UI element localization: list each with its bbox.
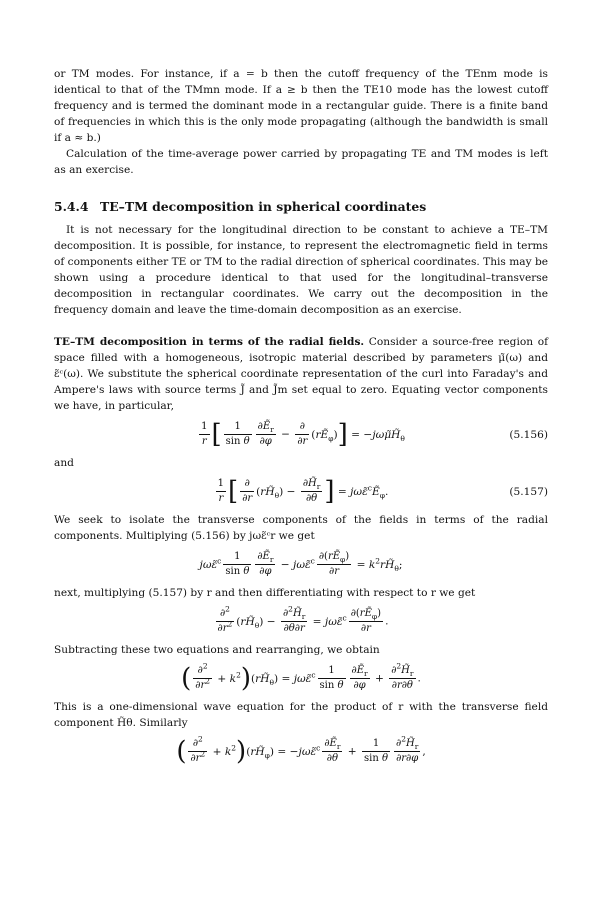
connective-and: and: [54, 457, 74, 469]
paragraph-radial-fields: [54, 334, 548, 414]
equation-wave-h-theta: ( $\frac{\partial^2}{\partial r^2}$ + $k^2)(rH̃_\theta)$ = jωε̃$^c$ $\frac{1}{\text{sin θ}}$ $\frac{\partial Ẽ_r}{\partial\varphi}$ + $\frac{\partial^2H̃_r}{\partial r\partial\theta}$ .: [181, 661, 421, 694]
paragraph-subtract: Subtracting these two equations and rearranging, we obtain: [54, 644, 380, 656]
section-number: 5.4.4: [54, 199, 89, 214]
paragraph-wave-equation: This is a one-dimensional wave equation for the product of r with the transverse field component H̃θ. Similarly: [54, 701, 548, 729]
equation-5-156-tag: (5.156): [509, 428, 548, 441]
paragraph-differentiate: next, multiplying (5.157) by r and then differentiating with respect to r we get: [54, 587, 476, 599]
paragraph-decomposition: It is not necessary for the longitudinal direction to be constant to achieve a TE–TM decomposition. It is possible, for instance, to represent the electromagnetic field in terms of components either TE or TM to the radial direction of spherical coordinates. This may be shown using a procedure identical to that used for the longitudinal–transverse decomposition in rectangular coordinates. We carry out the decomposition in the frequency domain and leave the time-domain decomposition as an exercise.: [54, 224, 548, 316]
runin-heading: TE–TM decomposition in terms of the radial fields.: [54, 336, 365, 348]
equation-5-156: $\frac{1}{r}$ [ $\frac{1}{\text{sin θ}}$ $\frac{\partial Ẽ_r}{\partial\varphi}$ − $\frac{\partial}{\partial r}$ (rẼ$_\varphi$)] = $-j\omega\mũH̃_\theta$ (5.156): [201, 419, 548, 450]
section-heading: [54, 198, 548, 216]
paragraph-modes: or TM modes. For instance, if a = b then the cutoff frequency of the TEnm mode is identical to that of the TMmn mode. If a ≥ b then the TE10 mode has the lowest cutoff frequency and is termed the dominant mode in a rectangular guide. There is a finite band of frequencies in which this is the only mode propagating (although the bandwidth is small if a ≈ b.): [54, 68, 548, 144]
runin-text: Consider a source-free region of space filled with a homogeneous, isotropic material described by parameters μ̃(ω) and ε̃ᶜ(ω). We substitute the spherical coordinate representation of the curl into Faraday's and Ampere's laws with source terms J̃ and J̃m set equal to zero. Equating vector components we have, in particular,: [54, 336, 549, 412]
paragraph-power: Calculation of the time-average power carried by propagating TE and TM modes is left as an exercise.: [54, 148, 548, 176]
equation-differentiated-5-157: $\frac{\partial^2}{\partial r^2}$ $(rH̃_\theta)$ − $\frac{\partial^2H̃_r}{\partial\theta\partial r}$ = jωε̃$^c$ $\frac{\partial(rẼ_\varphi)}{\partial r}$ .: [217, 604, 389, 634]
equation-5-157: $\frac{1}{r}$ [ $\frac{\partial}{\partial r}$ $(rH̃_\theta)$ − $\frac{\partial H̃_r}{\partial\theta}$ ] = jωε̃$^c$Ẽ$_\varphi$. (5.157): [217, 476, 548, 507]
paragraph-isolate: We seek to isolate the transverse components of the fields in terms of the radial components. Multiplying (5.156) by jωε̃ᶜr we get: [54, 514, 548, 542]
equation-wave-h-phi: ( $\frac{\partial^2}{\partial r^2}$ + $k^2)(rH̃_\varphi)$ = −jωε̃$^c$ $\frac{\partial Ẽ_r}{\partial\theta}$ + $\frac{1}{\text{sin θ}}$ $\frac{\partial^2H̃_r}{\partial r\partial\varphi}$ ,: [176, 734, 426, 767]
equation-multiplied-5-156: jωε̃$^c$ $\frac{1}{\text{sin θ}}$ $\frac{\partial Ẽ_r}{\partial\varphi}$ − jωε̃$^c$ $\frac{\partial(rẼ_\varphi)}{\partial r}$ = $k^2rH̃_\theta$;: [199, 551, 403, 577]
equation-5-157-tag: (5.157): [509, 485, 548, 498]
page-body: [54, 66, 548, 772]
section-title: TE–TM decomposition in spherical coordinates: [100, 199, 427, 214]
